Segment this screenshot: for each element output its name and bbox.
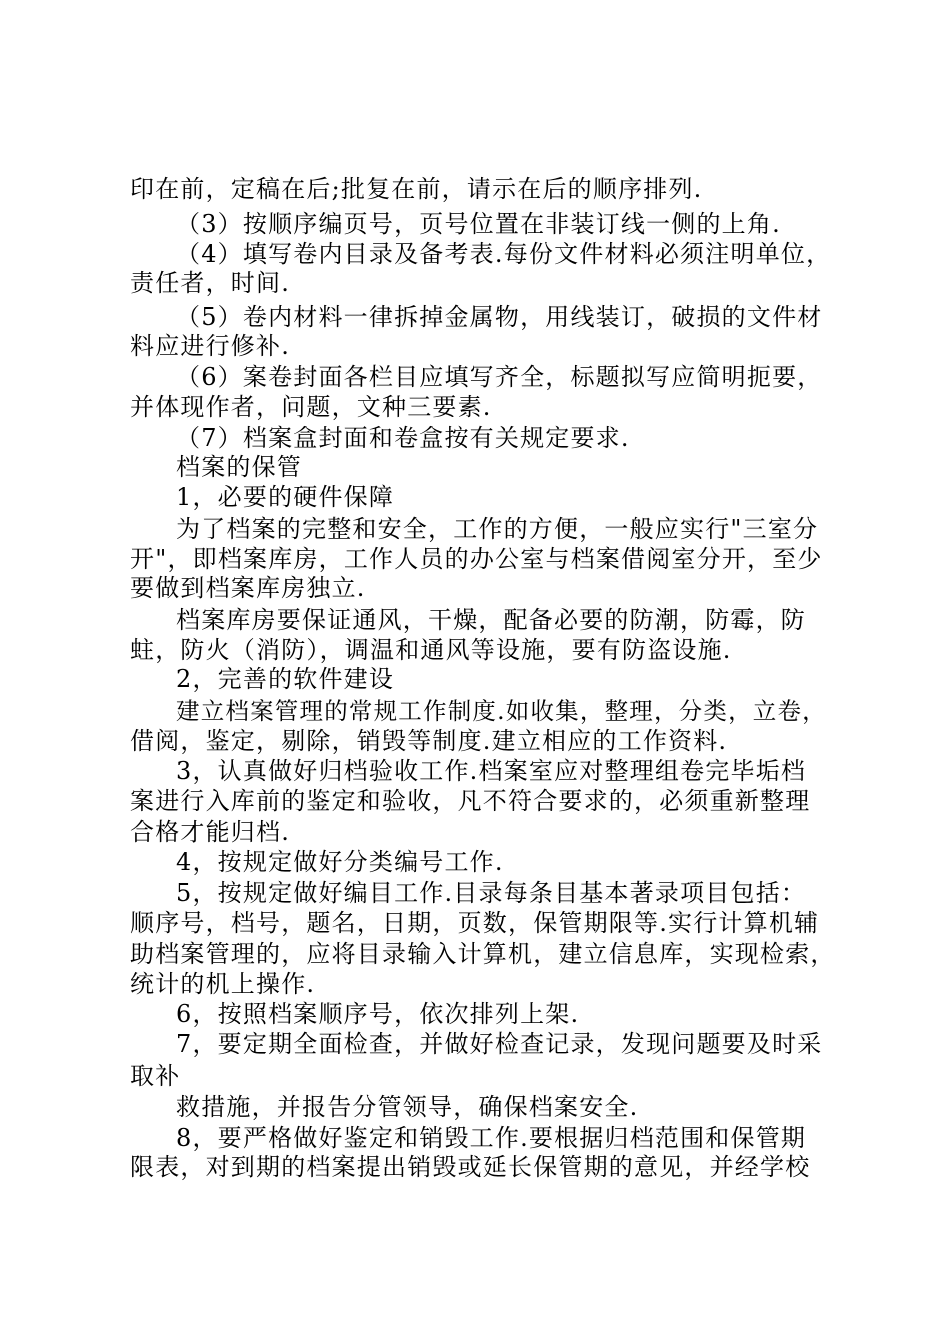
text-line: 8，要严格做好鉴定和销毁工作.要根据归档范围和保管期 [176,1124,807,1152]
text-line: 要做到档案库房独立. [130,574,366,602]
text-line: 救措施，并报告分管领导，确保档案安全. [176,1093,639,1121]
text-line: 并体现作者，问题，文种三要素. [130,393,492,421]
text-line: 借阅，鉴定，剔除，销毁等制度.建立相应的工作资料. [130,727,728,755]
text-line: 印在前，定稿在后;批复在前，请示在后的顺序排列. [130,175,703,203]
text-line: （4）填写卷内目录及备考表.每份文件材料必须注明单位， [176,240,832,268]
text-line: 蛀，防火（消防），调温和通风等设施，要有防盗设施. [130,636,732,664]
text-line: （7）档案盒封面和卷盒按有关规定要求. [176,424,630,452]
text-line: 限表，对到期的档案提出销毁或延长保管期的意见，并经学校 [130,1153,811,1181]
text-line: 为了档案的完整和安全，工作的方便，一般应实行"三室分 [176,515,819,543]
section-heading: 档案的保管 [176,453,302,481]
text-line: 建立档案管理的常规工作制度.如收集，整理，分类，立卷， [176,697,827,725]
text-line: 料应进行修补. [130,332,291,360]
text-line: 7，要定期全面检查，并做好检查记录，发现问题要及时采 [176,1030,823,1058]
text-line: 合格才能归档. [130,818,291,846]
text-line: （5）卷内材料一律拆掉金属物，用线装订，破损的文件材 [176,303,823,331]
text-line: 取补 [130,1062,181,1090]
text-line: 助档案管理的，应将目录输入计算机，建立信息库，实现检索， [130,940,836,968]
text-line: 案进行入库前的鉴定和验收，凡不符合要求的，必须重新整理 [130,787,811,815]
text-line: 6，按照档案顺序号，依次排列上架. [176,1000,580,1028]
text-line: （6）案卷封面各栏目应填写齐全，标题拟写应简明扼要， [176,363,823,391]
subsection-heading: 2，完善的软件建设 [176,665,395,693]
text-line: 开"，即档案库房，工作人员的办公室与档案借阅室分开，至少 [130,545,823,573]
text-line: 档案库房要保证通风，干燥，配备必要的防潮，防霉，防 [176,606,806,634]
text-line: （3）按顺序编页号，页号位置在非装订线一侧的上角. [176,210,781,238]
text-line: 顺序号，档号，题名，日期，页数，保管期限等.实行计算机辅 [130,909,820,937]
text-line: 统计的机上操作. [130,970,316,998]
text-line: 4，按规定做好分类编号工作. [176,848,504,876]
text-line: 5，按规定做好编目工作.目录每条目基本著录项目包括： [176,879,807,907]
text-line: 责任者，时间. [130,269,291,297]
text-line: 3，认真做好归档验收工作.档案室应对整理组卷完毕垢档 [176,757,807,785]
subsection-heading: 1，必要的硬件保障 [176,483,395,511]
